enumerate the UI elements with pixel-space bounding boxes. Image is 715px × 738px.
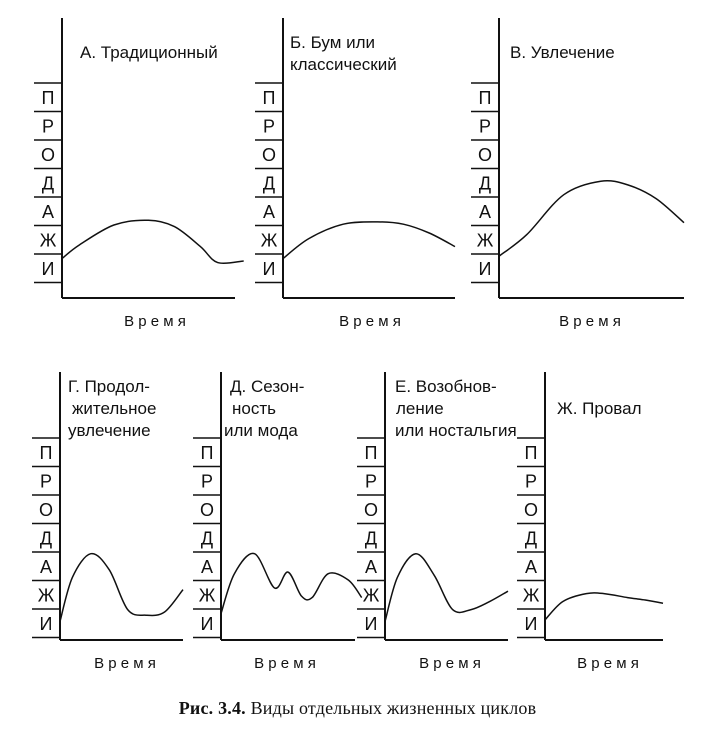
- y-axis-letter: Ж: [260, 230, 278, 251]
- chart-title-line: или мода: [224, 421, 298, 440]
- life-cycle-curve: [499, 181, 684, 256]
- y-axis-letter: П: [262, 88, 276, 108]
- y-axis-letter: И: [39, 614, 53, 634]
- chart-title-line: Ж. Провал: [557, 399, 642, 418]
- y-axis-letter: А: [262, 202, 276, 222]
- y-axis-letter: Ж: [362, 585, 380, 606]
- x-axis-label: В р е м я: [559, 313, 621, 330]
- chart-title-line: классический: [290, 55, 397, 74]
- y-axis-letter: П: [200, 443, 214, 463]
- x-axis-label: В р е м я: [254, 655, 316, 672]
- y-axis-letter: И: [200, 614, 214, 634]
- chart-title-line: В. Увлечение: [510, 43, 615, 62]
- y-axis-letter: И: [478, 259, 492, 279]
- y-axis-letter: О: [363, 500, 379, 520]
- x-axis-label: В р е м я: [419, 655, 481, 672]
- y-axis-letter: О: [199, 500, 215, 520]
- chart-title-line: ность: [232, 399, 276, 418]
- x-axis-label: В р е м я: [124, 313, 186, 330]
- chart-title-line: Г. Продол-: [68, 377, 150, 396]
- y-axis-letter: П: [41, 88, 55, 108]
- chart-title-line: А. Традиционный: [80, 43, 218, 62]
- figure-caption: [0, 698, 715, 719]
- y-axis-letter: Ж: [522, 585, 540, 606]
- y-axis-letter: И: [41, 259, 55, 279]
- y-axis-letter: И: [524, 614, 538, 634]
- y-axis-letter: Р: [39, 471, 53, 492]
- y-axis-letter: А: [41, 202, 55, 222]
- chart-panel: [34, 18, 244, 330]
- life-cycle-curve: [62, 220, 244, 263]
- y-axis-letter: Р: [364, 471, 378, 492]
- chart-panel: [517, 372, 663, 672]
- x-axis-label: В р е м я: [339, 313, 401, 330]
- x-axis-label: В р е м я: [577, 655, 639, 672]
- y-axis-letter: Ж: [476, 230, 494, 251]
- y-axis-letter: Д: [200, 528, 214, 549]
- y-axis-letter: Р: [478, 116, 492, 137]
- y-axis-letter: П: [364, 443, 378, 463]
- figure-caption-label: Рис. 3.4.: [178, 698, 246, 718]
- y-axis-letter: О: [38, 500, 54, 520]
- y-axis-letter: Д: [262, 173, 276, 194]
- y-axis-letter: О: [40, 145, 56, 165]
- y-axis-letter: Д: [39, 528, 53, 549]
- y-axis-letter: Д: [41, 173, 55, 194]
- y-axis-letter: П: [524, 443, 538, 463]
- chart-panel: [193, 372, 362, 672]
- life-cycle-curve: [385, 554, 508, 622]
- life-cycle-curve: [545, 593, 663, 620]
- life-cycle-curve: [283, 222, 455, 259]
- y-axis-letter: Д: [478, 173, 492, 194]
- y-axis-letter: Д: [524, 528, 538, 549]
- y-axis-letter: Ж: [39, 230, 57, 251]
- chart-title-line: увлечение: [68, 421, 151, 440]
- y-axis-letter: Ж: [37, 585, 55, 606]
- chart-panel: [471, 18, 684, 330]
- chart-panel: [255, 18, 455, 330]
- y-axis-letter: О: [261, 145, 277, 165]
- chart-panel: [357, 372, 517, 672]
- life-cycle-curve: [221, 553, 362, 613]
- y-axis-letter: Р: [262, 116, 276, 137]
- chart-title-line: Е. Возобнов-: [395, 377, 497, 396]
- y-axis-letter: Р: [524, 471, 538, 492]
- y-axis-letter: А: [200, 557, 214, 577]
- y-axis-letter: И: [364, 614, 378, 634]
- y-axis-letter: П: [39, 443, 53, 463]
- chart-title-line: Д. Сезон-: [230, 377, 305, 396]
- y-axis-letter: Д: [364, 528, 378, 549]
- chart-title-line: жительное: [72, 399, 157, 418]
- y-axis-letter: Р: [41, 116, 55, 137]
- y-axis-letter: И: [262, 259, 276, 279]
- y-axis-letter: А: [364, 557, 378, 577]
- y-axis-letter: О: [477, 145, 493, 165]
- chart-title-line: или ностальгия: [395, 421, 517, 440]
- chart-title-line: Б. Бум или: [290, 33, 376, 52]
- y-axis-letter: Р: [200, 471, 214, 492]
- life-cycle-curve: [60, 554, 183, 622]
- y-axis-letter: Ж: [198, 585, 216, 606]
- x-axis-label: В р е м я: [94, 655, 156, 672]
- chart-title-line: ление: [396, 399, 444, 418]
- y-axis-letter: А: [524, 557, 538, 577]
- chart-panel: [32, 372, 183, 672]
- y-axis-letter: А: [39, 557, 53, 577]
- y-axis-letter: О: [523, 500, 539, 520]
- figure-caption-text: Виды отдельных жизненных циклов: [245, 698, 537, 718]
- y-axis-letter: П: [478, 88, 492, 108]
- y-axis-letter: А: [478, 202, 492, 222]
